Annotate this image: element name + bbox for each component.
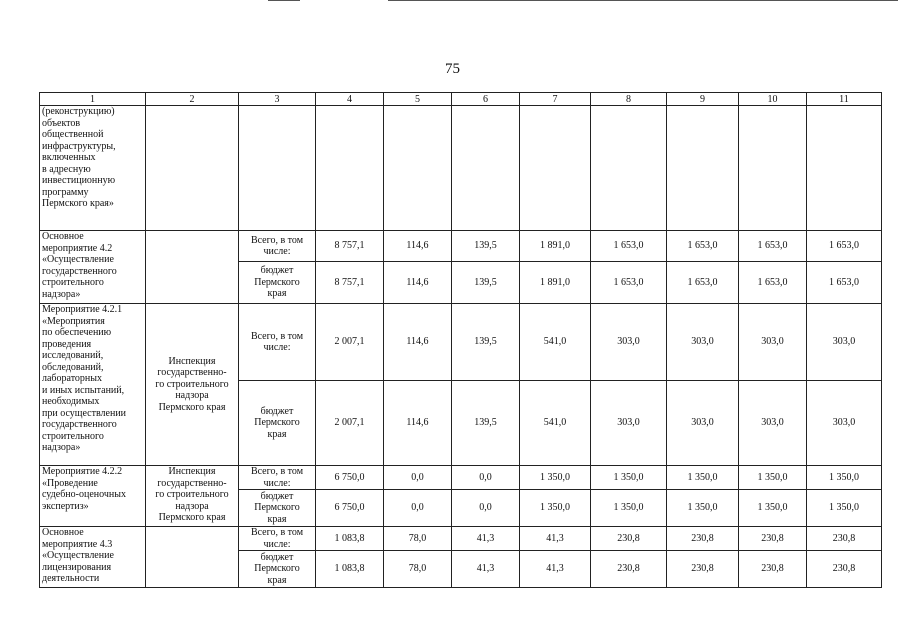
value-cell: 230,8: [739, 527, 807, 551]
executor-cell: Инспекция государственно- го строительного надзора Пермского края: [146, 466, 239, 527]
scan-edge-line-right: [388, 0, 898, 1]
funding-source: Всего, в том числе:: [239, 304, 316, 381]
value-cell: 1 350,0: [807, 466, 882, 490]
activity-name: Мероприятие 4.2.2 «Проведение судебно-оценочных экспертиз»: [40, 466, 146, 527]
value-cell: 114,6: [384, 381, 452, 466]
table-header-row: [40, 93, 882, 106]
value-cell: 1 891,0: [520, 262, 591, 304]
funding-source: Всего, в том числе:: [239, 527, 316, 551]
value-cell: 139,5: [452, 381, 520, 466]
funding-source: Всего, в том числе:: [239, 231, 316, 262]
value-cell: 541,0: [520, 304, 591, 381]
column-header: 11: [807, 93, 882, 106]
value-cell: 1 083,8: [316, 551, 384, 588]
value-cell: 114,6: [384, 304, 452, 381]
funding-source: бюджет Пермского края: [239, 490, 316, 527]
value-cell: 1 653,0: [667, 231, 739, 262]
value-cell: 230,8: [667, 527, 739, 551]
funding-source: бюджет Пермского края: [239, 262, 316, 304]
activity-name: Основное мероприятие 4.2 «Осуществление государственного строительного надзора»: [40, 231, 146, 304]
value-cell: 2 007,1: [316, 381, 384, 466]
value-cell: 1 350,0: [520, 490, 591, 527]
value-cell: 1 653,0: [667, 262, 739, 304]
value-cell: 41,3: [520, 551, 591, 588]
value-cell: 303,0: [807, 381, 882, 466]
value-cell: 139,5: [452, 231, 520, 262]
column-header: 10: [739, 93, 807, 106]
value-cell: 78,0: [384, 551, 452, 588]
value-cell: 114,6: [384, 262, 452, 304]
table-row: [40, 304, 882, 381]
column-header: 3: [239, 93, 316, 106]
table-row: [40, 466, 882, 490]
value-cell: 1 350,0: [591, 490, 667, 527]
column-header: 9: [667, 93, 739, 106]
value-cell: 41,3: [520, 527, 591, 551]
page-number: 75: [445, 61, 460, 77]
column-header: 5: [384, 93, 452, 106]
column-header: 2: [146, 93, 239, 106]
budget-table: [39, 92, 882, 588]
value-cell: 303,0: [739, 381, 807, 466]
table-row: [40, 231, 882, 262]
activity-name: Мероприятие 4.2.1 «Мероприятия по обеспечению проведения исследований, обследований, лабораторных и иных испытаний, необходимых при осуществлении государственного строительного надзора»: [40, 304, 146, 466]
value-cell: 0,0: [452, 466, 520, 490]
activity-name: (реконструкцию) объектов общественной инфраструктуры, включенных в адресную инвестиционную программу Пермского края»: [40, 106, 146, 231]
value-cell: 230,8: [807, 527, 882, 551]
value-cell: 230,8: [591, 527, 667, 551]
executor-cell: [146, 231, 239, 304]
value-cell: 8 757,1: [316, 262, 384, 304]
executor-cell: [146, 527, 239, 588]
value-cell: 1 891,0: [520, 231, 591, 262]
value-cell: 541,0: [520, 381, 591, 466]
value-cell: 1 350,0: [520, 466, 591, 490]
value-cell: 6 750,0: [316, 490, 384, 527]
value-cell: 230,8: [739, 551, 807, 588]
value-cell: 230,8: [667, 551, 739, 588]
funding-source: бюджет Пермского края: [239, 551, 316, 588]
value-cell: 1 653,0: [807, 262, 882, 304]
column-header: 6: [452, 93, 520, 106]
column-header: 8: [591, 93, 667, 106]
value-cell: 1 653,0: [739, 231, 807, 262]
value-cell: 303,0: [807, 304, 882, 381]
value-cell: 2 007,1: [316, 304, 384, 381]
value-cell: 41,3: [452, 551, 520, 588]
value-cell: 303,0: [591, 381, 667, 466]
value-cell: 303,0: [591, 304, 667, 381]
value-cell: 1 653,0: [739, 262, 807, 304]
value-cell: 1 350,0: [591, 466, 667, 490]
value-cell: 1 350,0: [667, 466, 739, 490]
value-cell: 0,0: [452, 490, 520, 527]
value-cell: 230,8: [591, 551, 667, 588]
value-cell: 139,5: [452, 304, 520, 381]
value-cell: 230,8: [807, 551, 882, 588]
value-cell: 303,0: [667, 304, 739, 381]
scan-edge-line-left: [268, 0, 300, 1]
column-header: 7: [520, 93, 591, 106]
value-cell: 1 653,0: [591, 231, 667, 262]
value-cell: 303,0: [739, 304, 807, 381]
table-row: [40, 527, 882, 551]
executor-cell: Инспекция государственно- го строительного надзора Пермского края: [146, 304, 239, 466]
column-header: 4: [316, 93, 384, 106]
value-cell: 114,6: [384, 231, 452, 262]
value-cell: 1 350,0: [739, 490, 807, 527]
column-header: 1: [40, 93, 146, 106]
value-cell: 1 350,0: [667, 490, 739, 527]
value-cell: 303,0: [667, 381, 739, 466]
value-cell: 0,0: [384, 466, 452, 490]
value-cell: 8 757,1: [316, 231, 384, 262]
value-cell: 1 653,0: [591, 262, 667, 304]
value-cell: 1 653,0: [807, 231, 882, 262]
value-cell: 0,0: [384, 490, 452, 527]
value-cell: 1 083,8: [316, 527, 384, 551]
table-row-continuation: [40, 106, 882, 231]
value-cell: 1 350,0: [739, 466, 807, 490]
funding-source: Всего, в том числе:: [239, 466, 316, 490]
funding-source: бюджет Пермского края: [239, 381, 316, 466]
value-cell: 1 350,0: [807, 490, 882, 527]
value-cell: 139,5: [452, 262, 520, 304]
value-cell: 78,0: [384, 527, 452, 551]
value-cell: 41,3: [452, 527, 520, 551]
activity-name: Основное мероприятие 4.3 «Осуществление лицензирования деятельности: [40, 527, 146, 588]
value-cell: 6 750,0: [316, 466, 384, 490]
